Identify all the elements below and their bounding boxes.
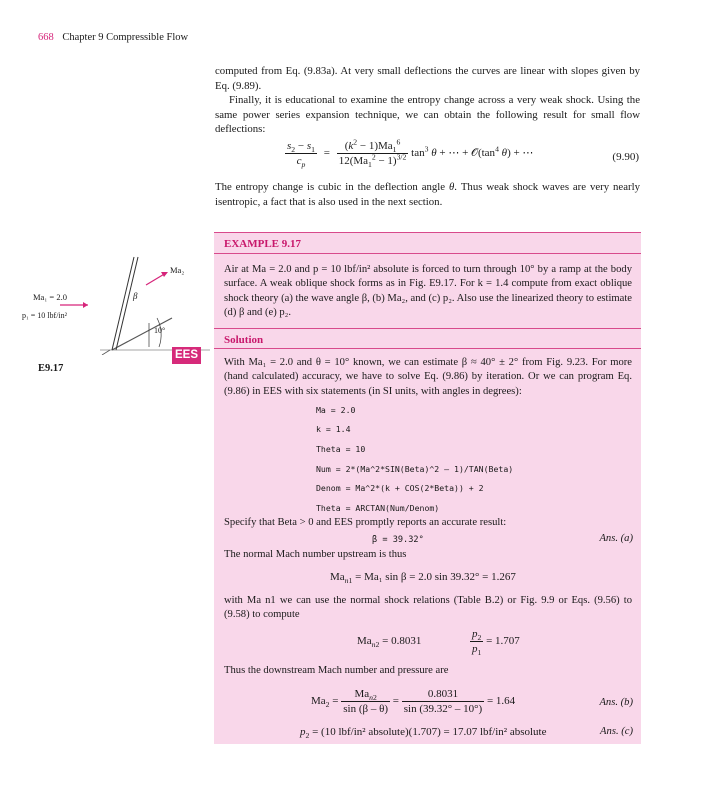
man2-equation: $Ma_{n2} = 0.8031$: [357, 635, 422, 650]
shock-line-2: [116, 257, 138, 350]
normal-mach-text: The normal Mach number upstream is thus: [224, 549, 407, 560]
solution-top-rule: [214, 328, 641, 329]
specify-text: Specify that Beta > 0 and EES promptly reports an accurate result:: [224, 517, 507, 528]
shock-relations-text: with Ma n1 we can use the normal shock relations (Table B.2) or Fig. 9.9 or Eqs. (9.56) to (9.58) to compute: [224, 595, 632, 621]
code-line-2: k = 1.4: [316, 424, 351, 434]
p1-label: p₁ = 10 lbf/in²: [22, 311, 68, 320]
p2-equation: $p_2 = (10$ lbf/in² absolute)(1.707) = 17.07 lbf/in² absolute: [300, 726, 547, 741]
body-paragraph-2: Finally, it is educational to examine the entropy change across a very weak shock. Using the same power series expansion technique, we can obtain the following result for small flow deflections:: [215, 94, 640, 136]
solution-title-rule: [214, 348, 641, 349]
flow-arrow-head-1: [83, 302, 88, 308]
normal-mach-equation: $Ma_{n1} = Ma_1$ sin β = 2.0 sin 39.32° = 1.267: [330, 571, 516, 586]
example-problem: Air at Ma = 2.0 and p = 10 lbf/in² absolute is forced to turn through 10° by a ramp at the body surface. A weak oblique shock forms as in Fig. E9.17. For k = 1.4 compute from exact oblique shock theory (a) the wave angle β, (b) Ma₂, and (c) p₂. Also use the linearized theory to estimate (d) β and (e) p₂.: [224, 264, 632, 319]
flow-arrow-head-2: [161, 272, 168, 277]
equation-number: (9.90): [612, 151, 639, 163]
chapter-title: Chapter 9 Compressible Flow: [62, 32, 189, 43]
example-title-rule: [214, 253, 641, 254]
pressure-ratio-equation: $\frac{p_2}{p_1}$ = 1.707: [472, 628, 520, 658]
beta-result: β = 39.32°: [372, 535, 424, 545]
downstream-text: Thus the downstream Mach number and pressure are: [224, 665, 449, 676]
page-number: 668: [38, 32, 54, 43]
code-line-4: Num = 2*(Ma^2*SIN(Beta)^2 – 1)/TAN(Beta): [316, 464, 514, 474]
example-top-rule: [214, 232, 641, 233]
body-paragraph-1: computed from Eq. (9.83a). At very small deflections the curves are linear with slopes given by Eq. (9.89).: [215, 65, 640, 92]
example-title: EXAMPLE 9.17: [224, 238, 301, 250]
code-line-1: Ma = 2.0: [316, 405, 356, 415]
answer-a: Ans. (a): [599, 533, 633, 544]
figure-label: E9.17: [38, 363, 64, 374]
ma2-equation: $Ma_2$ = $\frac{Ma_{n2}}{\sin (\beta - \theta)}$ = $\frac{0.8031}{\sin (39.32^\circ - 10^\circ)}$ = 1.64: [311, 688, 516, 715]
running-header: [38, 32, 188, 43]
solution-title: Solution: [224, 334, 264, 346]
code-line-3: Theta = 10: [316, 444, 366, 454]
ma2-label: Ma₂: [170, 265, 185, 275]
shock-line-1: [112, 257, 134, 350]
ees-badge: EES: [172, 347, 201, 364]
wall-hatch: [102, 350, 110, 355]
equation-9-90: $\frac{s_2 - s_1}{c_p}$ = $\frac{(k^2 - 1)Ma_1^6}{12(Ma_1^2 - 1)^{3/2}}$ $\tan^3 \theta$ + ⋯ + $𝒪(\tan^4$ θ) + ⋯: [287, 137, 534, 170]
answer-b: Ans. (b): [599, 697, 633, 708]
code-line-5: Denom = Ma^2*(k + COS(2*Beta)) + 2: [316, 483, 484, 493]
angle-label: 10°: [154, 326, 166, 335]
solution-paragraph: With Ma₁ = 2.0 and θ = 10° known, we can estimate β ≈ 40° ± 2° from Fig. 9.23. For more (hand calculated) accuracy, we have to solve Eq. (9.86) by iteration. Or we can program Eq. (9.86) in EES with six statements (in SI units, with angles in degrees):: [224, 357, 632, 397]
beta-label: β: [133, 291, 138, 301]
code-line-6: Theta = ARCTAN(Num/Denom): [316, 503, 440, 513]
answer-c: Ans. (c): [600, 726, 633, 737]
ma1-label: Ma₁ = 2.0: [33, 292, 67, 302]
body-paragraph-3: The entropy change is cubic in the deflection angle θ. Thus weak shock waves are very nearly isentropic, a fact that is also used in the next section.: [215, 181, 640, 208]
